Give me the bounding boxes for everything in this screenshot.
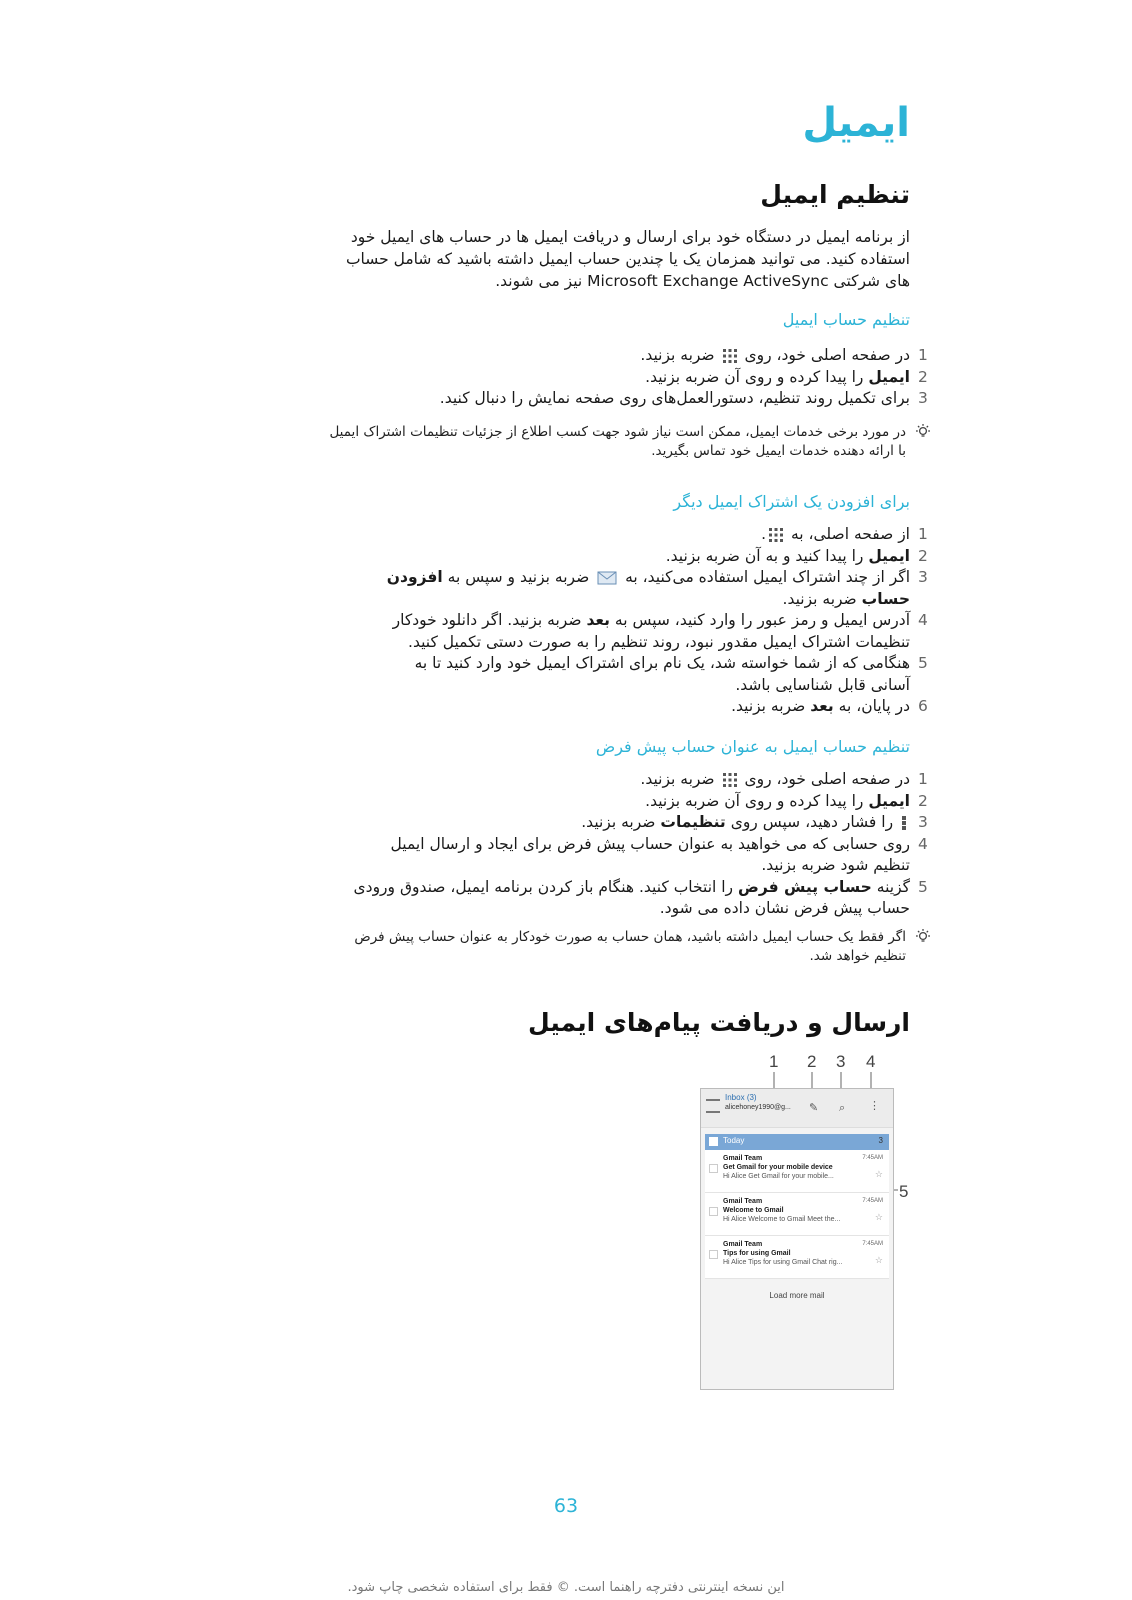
step-number: 3 bbox=[918, 389, 928, 407]
step-text: ضربه بزنید. bbox=[581, 813, 656, 831]
step-text: در صفحه اصلی خود، روی bbox=[744, 346, 910, 364]
step-bold-text: افزودن bbox=[386, 568, 443, 586]
inbox-count: (3) bbox=[746, 1093, 757, 1102]
today-count: 3 bbox=[878, 1136, 883, 1145]
callout-number: 4 bbox=[866, 1052, 876, 1071]
step-item bbox=[212, 524, 932, 546]
step-item bbox=[212, 546, 932, 568]
intro-line: های شرکتی Microsoft Exchange ActiveSync نیز می شوند. bbox=[495, 272, 910, 290]
step-number: 1 bbox=[918, 525, 928, 543]
step-bold-text: حساب bbox=[861, 589, 910, 608]
step-number: 1 bbox=[918, 770, 928, 788]
step-text: برای تکمیل روند تنظیم، دستورالعمل‌های روی صفحه نمایش را دنبال کنید. bbox=[439, 389, 910, 407]
step-bold-text: حساب پیش فرض bbox=[737, 877, 872, 896]
step-text: ضربه بزنید. bbox=[782, 589, 857, 608]
step-text: را فشار دهید، سپس روی bbox=[730, 813, 894, 831]
intro-paragraph bbox=[210, 226, 910, 292]
step-bold-text: بعد bbox=[810, 697, 834, 715]
search-icon[interactable]: ⌕ bbox=[839, 1101, 846, 1114]
step-bold-text: تنظیمات bbox=[660, 813, 726, 831]
email-sender: Gmail Team bbox=[723, 1198, 763, 1205]
email-subject: Get Gmail for your mobile device bbox=[723, 1164, 833, 1171]
email-preview: Hi Alice Tips for using Gmail Chat rig... bbox=[723, 1259, 843, 1266]
steps-setup-account bbox=[212, 345, 932, 410]
step-text: ضربه بزنید. bbox=[640, 346, 715, 364]
today-header bbox=[705, 1134, 889, 1150]
compose-icon[interactable]: ✎ bbox=[809, 1101, 819, 1114]
step-item bbox=[212, 653, 932, 696]
today-label: Today bbox=[723, 1136, 745, 1145]
email-time: 7:45AM bbox=[862, 1198, 883, 1204]
step-number: 4 bbox=[918, 611, 928, 629]
star-icon[interactable]: ☆ bbox=[874, 1255, 883, 1265]
tip-box bbox=[186, 423, 932, 461]
inbox-screenshot bbox=[700, 1088, 894, 1390]
star-icon[interactable]: ☆ bbox=[874, 1169, 883, 1179]
inbox-label[interactable]: Inbox bbox=[725, 1093, 745, 1102]
section-title-setup: تنظیم ایمیل bbox=[760, 180, 910, 209]
intro-line: استفاده کنید. می توانید همزمان یک یا چندین حساب ایمیل داشته باشید که شامل حساب bbox=[345, 250, 910, 268]
step-text: حساب پیش فرض نشان داده می شود. bbox=[659, 899, 910, 917]
menu-icon[interactable] bbox=[706, 1099, 720, 1113]
step-text: ضربه بزنید. bbox=[640, 770, 715, 788]
step-number: 3 bbox=[918, 568, 928, 586]
apps-grid-icon bbox=[769, 528, 783, 542]
intro-line: از برنامه ایمیل در دستگاه خود برای ارسال و دریافت ایمیل ها در حساب های ایمیل خود bbox=[350, 228, 910, 246]
subheading-default-account: تنظیم حساب ایمیل به عنوان حساب پیش فرض bbox=[595, 737, 910, 756]
step-text: اگر از چند اشتراک ایمیل استفاده می‌کنید، به bbox=[625, 568, 910, 586]
step-item bbox=[212, 388, 932, 410]
overflow-menu-icon bbox=[901, 815, 907, 831]
step-text: را پیدا کرده و روی آن ضربه بزنید. bbox=[645, 367, 864, 386]
step-text: آسانی قابل شناسایی باشد. bbox=[735, 675, 910, 694]
step-item bbox=[212, 834, 932, 877]
page-number: 63 bbox=[553, 1495, 579, 1517]
step-text: هنگامی که از شما خواسته شد، یک نام برای اشتراک ایمیل خود وارد کنید تا به bbox=[414, 654, 910, 672]
tip-line: تنظیم خواهد شد. bbox=[809, 948, 906, 964]
step-text: تنظیمات اشتراک ایمیل مقدور نبود، روند تنظیم را به صورت دستی تکمیل کنید. bbox=[408, 632, 910, 651]
step-bold-text: ایمیل bbox=[868, 546, 910, 565]
tip-line: با ارائه دهنده خدمات ایمیل خود تماس بگیرید. bbox=[651, 443, 906, 459]
step-item bbox=[212, 769, 932, 791]
lightbulb-icon bbox=[914, 928, 932, 946]
step-item bbox=[212, 610, 932, 653]
step-bold-text: ایمیل bbox=[868, 791, 910, 810]
step-item bbox=[212, 567, 932, 610]
step-number: 5 bbox=[918, 877, 928, 896]
step-text: گزینه bbox=[876, 877, 910, 896]
email-list-item[interactable] bbox=[705, 1236, 889, 1279]
account-email: alicehoney1990@g... bbox=[725, 1104, 791, 1111]
mail-envelope-icon bbox=[597, 571, 617, 585]
step-number: 6 bbox=[918, 697, 928, 715]
step-text: ضربه بزنید و سپس به bbox=[447, 568, 590, 586]
step-item bbox=[212, 345, 932, 367]
step-text: را پیدا کنید و به آن ضربه بزنید. bbox=[665, 546, 864, 565]
step-item bbox=[212, 791, 932, 813]
step-number: 2 bbox=[918, 367, 928, 386]
email-subject: Welcome to Gmail bbox=[723, 1207, 784, 1214]
step-text: را پیدا کرده و روی آن ضربه بزنید. bbox=[645, 791, 864, 810]
section-title-send-receive: ارسال و دریافت پیام‌های ایمیل bbox=[528, 1008, 910, 1037]
callout-number: 2 bbox=[807, 1052, 817, 1071]
subheading-add-account: برای افزودن یک اشتراک ایمیل دیگر bbox=[673, 492, 910, 511]
email-sender: Gmail Team bbox=[723, 1241, 763, 1248]
step-text: ضربه بزنید. bbox=[731, 697, 806, 715]
subheading-setup-account: تنظیم حساب ایمیل bbox=[782, 310, 910, 329]
email-sender: Gmail Team bbox=[723, 1155, 763, 1162]
callout-number: 3 bbox=[836, 1052, 846, 1071]
step-text: در پایان، به bbox=[838, 697, 910, 715]
tip-box bbox=[186, 928, 932, 966]
steps-default-account bbox=[212, 769, 932, 920]
step-text: در صفحه اصلی خود، روی bbox=[744, 770, 910, 788]
step-text: را انتخاب کنید. هنگام باز کردن برنامه ایمیل، صندوق ورودی bbox=[353, 877, 734, 896]
tip-line: اگر فقط یک حساب ایمیل داشته باشید، همان حساب به صورت خودکار به عنوان حساب پیش فرض bbox=[354, 929, 906, 945]
step-number: 4 bbox=[918, 834, 928, 853]
star-icon[interactable]: ☆ bbox=[874, 1212, 883, 1222]
email-subject: Tips for using Gmail bbox=[723, 1250, 791, 1257]
checkbox-icon[interactable] bbox=[709, 1137, 718, 1146]
step-number: 1 bbox=[918, 346, 928, 364]
step-item bbox=[212, 812, 932, 834]
lightbulb-icon bbox=[914, 423, 932, 441]
callout-number: 1 bbox=[769, 1052, 779, 1071]
step-number: 3 bbox=[918, 813, 928, 831]
email-preview: Hi Alice Get Gmail for your mobile... bbox=[723, 1173, 834, 1180]
callout-number: 5 bbox=[899, 1182, 909, 1201]
chapter-title: ایمیل bbox=[802, 100, 910, 146]
tip-line: در مورد برخی خدمات ایمیل، ممکن است نیاز شود جهت کسب اطلاع از جزئیات تنظیمات اشتراک ایمیل bbox=[329, 424, 906, 440]
step-item bbox=[212, 367, 932, 389]
checkbox-icon[interactable] bbox=[709, 1207, 718, 1216]
step-text: تنظیم شود ضربه بزنید. bbox=[761, 856, 910, 874]
checkbox-icon[interactable] bbox=[709, 1164, 718, 1173]
overflow-menu-icon[interactable]: ⋮ bbox=[869, 1099, 880, 1112]
step-item bbox=[212, 877, 932, 920]
email-list-item[interactable] bbox=[705, 1150, 889, 1193]
step-number: 5 bbox=[918, 654, 928, 672]
step-text: از صفحه اصلی، به bbox=[790, 525, 910, 543]
step-text: . bbox=[761, 525, 767, 543]
step-bold-text: ایمیل bbox=[868, 367, 910, 386]
email-preview: Hi Alice Welcome to Gmail Meet the... bbox=[723, 1216, 841, 1223]
step-text: روی حسابی که می خواهید به عنوان حساب پیش فرض برای ایجاد و ارسال ایمیل bbox=[390, 834, 910, 853]
step-number: 2 bbox=[918, 546, 928, 565]
load-more-button[interactable]: Load more mail bbox=[769, 1291, 825, 1300]
footer-note: این نسخه اینترنتی دفترچه راهنما است. © فقط برای استفاده شخصی چاپ شود. bbox=[347, 1580, 785, 1595]
email-time: 7:45AM bbox=[862, 1241, 883, 1247]
email-list-item[interactable] bbox=[705, 1193, 889, 1236]
apps-grid-icon bbox=[723, 349, 737, 363]
step-item bbox=[212, 696, 932, 718]
email-time: 7:45AM bbox=[862, 1155, 883, 1161]
checkbox-icon[interactable] bbox=[709, 1250, 718, 1259]
inbox-toolbar bbox=[701, 1089, 893, 1128]
steps-add-account bbox=[212, 524, 932, 718]
step-bold-text: بعد bbox=[586, 611, 610, 629]
step-text: آدرس ایمیل و رمز عبور را وارد کنید، سپس به bbox=[614, 611, 910, 629]
step-number: 2 bbox=[918, 791, 928, 810]
apps-grid-icon bbox=[723, 773, 737, 787]
step-text: ضربه بزنید. اگر دانلود خودکار bbox=[392, 611, 582, 629]
